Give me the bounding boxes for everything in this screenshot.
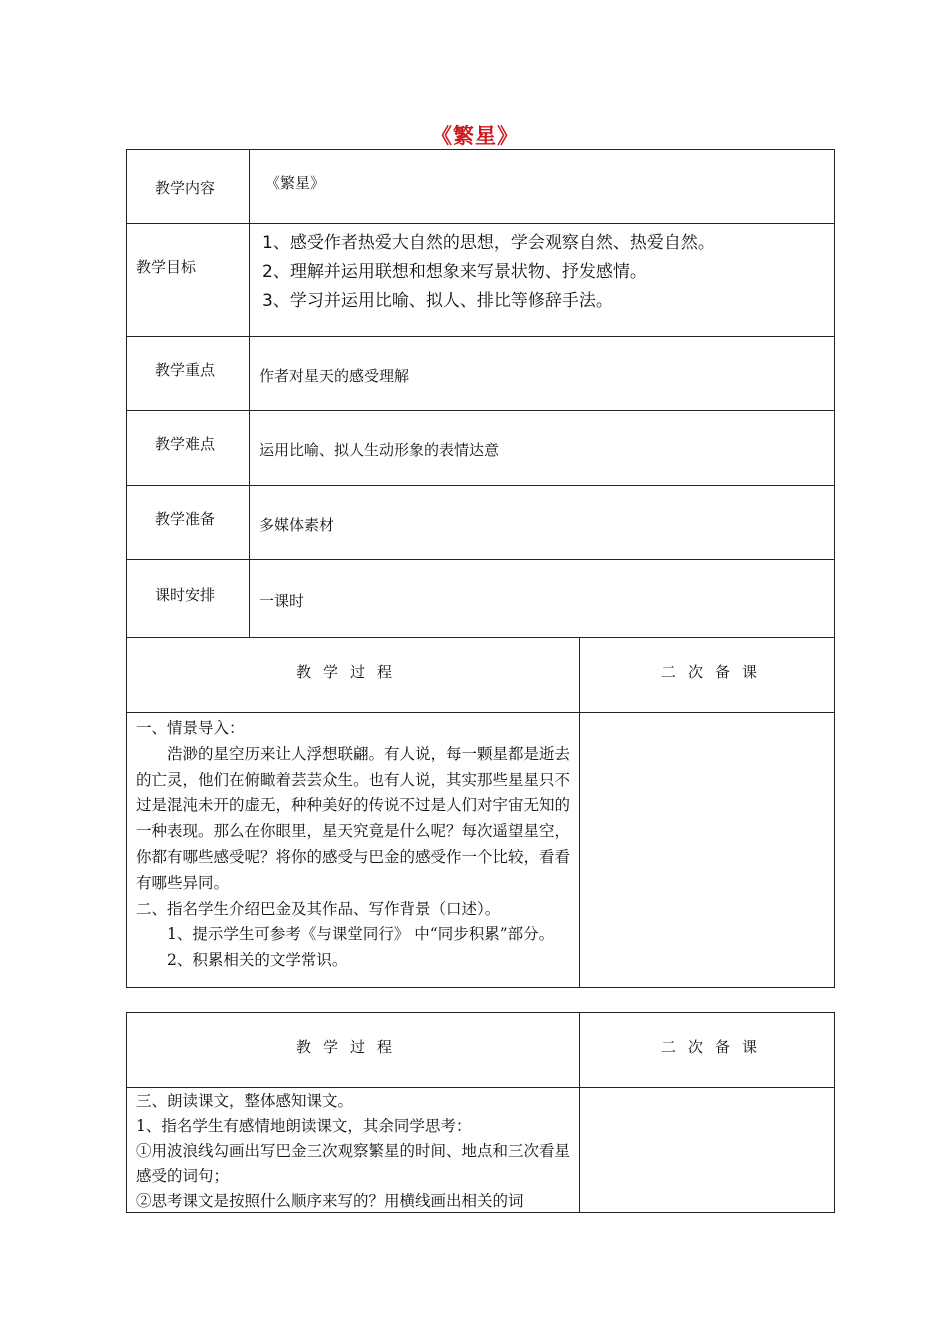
list-item: 1、提示学生可参考《与课堂同行》 中“同步积累”部分。	[167, 925, 555, 944]
list-item: ①用波浪线勾画出写巴金三次观察繁星的时间、地点和三次看星感受的词句；	[136, 1142, 571, 1185]
label-key-points: 教学重点	[155, 361, 216, 379]
process-header: 教学过程	[296, 1038, 405, 1056]
process-section-2	[136, 1089, 573, 1214]
section-heading: 一、情景导入：	[136, 719, 245, 737]
label-teaching-goals: 教学目标	[136, 258, 197, 276]
label-difficulties: 教学难点	[155, 435, 216, 453]
list-item: 1、指名学生有感情地朗读课文，其余同学思考：	[136, 1117, 472, 1135]
list-item: ②思考课文是按照什么顺序来写的？用横线画出相关的词	[136, 1192, 524, 1210]
value-teaching-content: 《繁星》	[265, 174, 326, 192]
label-schedule: 课时安排	[155, 586, 216, 604]
label-teaching-content: 教学内容	[155, 179, 216, 197]
section-heading: 二、指名学生介绍巴金及其作品、写作背景（口述）。	[136, 899, 501, 918]
second-prep-header: 二次备课	[661, 663, 770, 681]
intro-paragraph: 浩渺的星空历来让人浮想联翩。有人说，每一颗星都是逝去的亡灵，他们在俯瞰着芸芸众生。也有人说，其实那些星星只不过是混沌未开的虚无，种种美好的传说不过是人们对宇宙无知的一种表现。那么在你眼里，星天究竟是什么呢？每次遥望星空，你都有哪些感受呢？将你的感受与巴金的感受作一个比较，看看有哪些异同。	[136, 744, 571, 892]
value-key-points: 作者对星天的感受理解	[259, 367, 410, 385]
label-preparation: 教学准备	[155, 510, 216, 528]
value-schedule: 一课时	[259, 592, 305, 610]
process-header: 教学过程	[296, 663, 405, 681]
goal-item-1: 1、感受作者热爱大自然的思想，学会观察自然、热爱自然。	[262, 233, 715, 253]
value-difficulties: 运用比喻、拟人生动形象的表情达意	[259, 441, 500, 459]
goal-item-2: 2、理解并运用联想和想象来写景状物、抒发感情。	[262, 262, 647, 282]
list-item: 2、积累相关的文学常识。	[167, 951, 348, 970]
goal-item-3: 3、学习并运用比喻、拟人、排比等修辞手法。	[262, 291, 613, 311]
process-section-1	[136, 716, 573, 974]
section-heading: 三、朗读课文，整体感知课文。	[136, 1092, 354, 1110]
second-prep-header: 二次备课	[661, 1038, 770, 1056]
value-preparation: 多媒体素材	[259, 516, 335, 534]
page-title: 《繁星》	[431, 124, 519, 148]
